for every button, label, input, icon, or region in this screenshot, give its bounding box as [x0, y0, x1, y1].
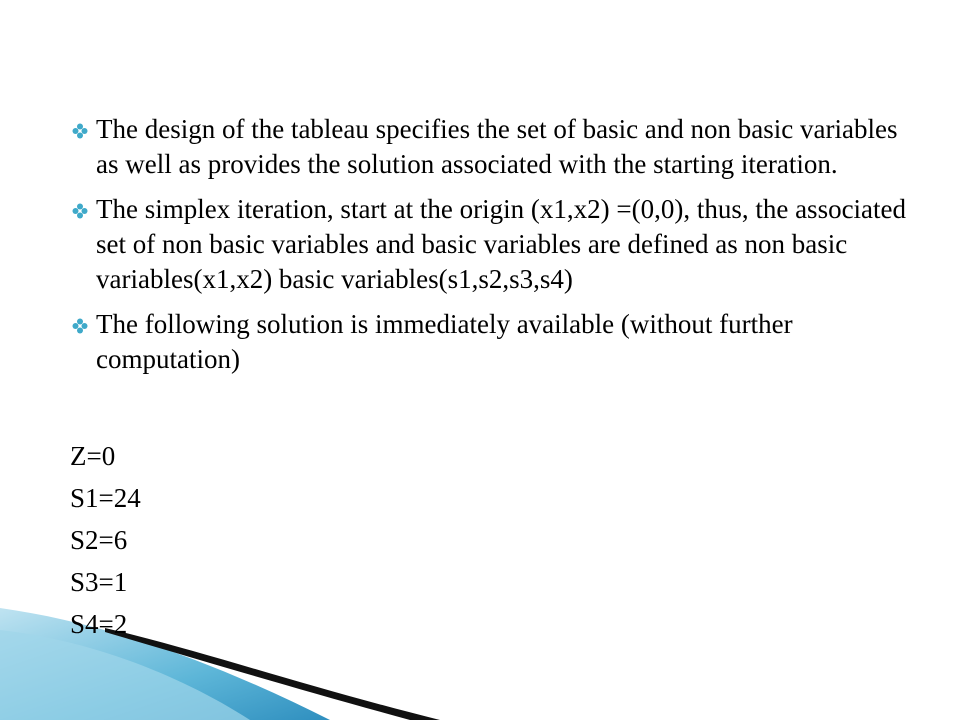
- value-z: Z=0: [70, 441, 116, 471]
- bullet-text: The simplex iteration, start at the origin (x1,x2) =(0,0), thus, the associated set of non basic variables and basic variables are defined as non basic variables(x1,x2) basic variables(s1,s2,s3,s4): [96, 194, 907, 294]
- value-s1: S1=24: [70, 483, 141, 513]
- bullet-text: The design of the tableau specifies the set of basic and non basic variables as well as provides the solution associated with the starting iteration.: [96, 114, 898, 179]
- bullet-item: [70, 307, 910, 377]
- value-s3: S3=1: [70, 567, 128, 597]
- solution-values: [70, 438, 141, 648]
- value-s2: S2=6: [70, 525, 128, 555]
- bullet-item: [70, 112, 910, 182]
- bullet-text: The following solution is immediately available (without further computation): [96, 309, 793, 374]
- value-s4: S4=2: [70, 609, 128, 639]
- diamond-bullet-icon: [72, 123, 88, 139]
- bullet-list: [70, 112, 910, 387]
- bullet-item: [70, 192, 910, 297]
- diamond-bullet-icon: [72, 203, 88, 219]
- diamond-bullet-icon: [72, 318, 88, 334]
